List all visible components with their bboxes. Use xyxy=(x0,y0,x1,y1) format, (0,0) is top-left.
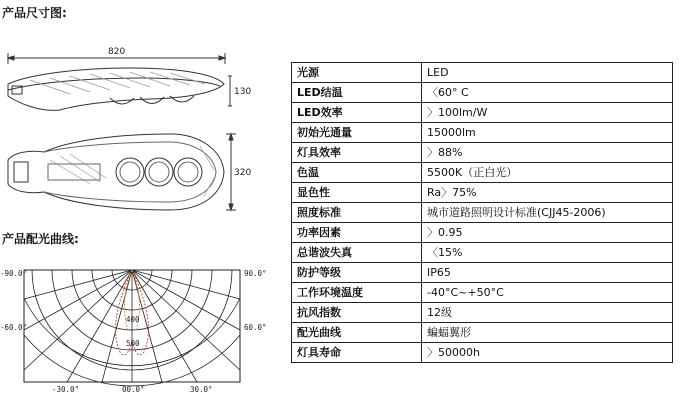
spec-value: Ra〉75% xyxy=(422,183,673,203)
dimensions-heading: 产品尺寸图: xyxy=(2,6,67,20)
table-row xyxy=(292,303,673,323)
table-row xyxy=(292,123,673,143)
angle-label: -60.0° xyxy=(0,323,28,332)
table-row xyxy=(292,323,673,343)
spec-value: IP65 xyxy=(422,263,673,283)
angle-label: -90.0° xyxy=(0,269,28,278)
angle-label: 90.0° xyxy=(244,269,267,278)
angle-label: 30.0° xyxy=(190,385,213,394)
table-row xyxy=(292,343,673,363)
length-dimension: 820 xyxy=(108,47,126,57)
spec-value: 5500K（正白光） xyxy=(422,163,673,183)
spec-value: 15000lm xyxy=(422,123,673,143)
table-row xyxy=(292,63,673,83)
side-view-drawing xyxy=(8,53,232,110)
spec-table xyxy=(291,62,673,363)
angle-label: 60.0° xyxy=(244,323,267,332)
spec-key: 色温 xyxy=(292,163,422,183)
spec-key: 显色性 xyxy=(292,183,422,203)
spec-key: 抗风指数 xyxy=(292,303,422,323)
table-row xyxy=(292,143,673,163)
table-row xyxy=(292,203,673,223)
spec-key: 总谐波失真 xyxy=(292,243,422,263)
spec-value: 〈15% xyxy=(422,243,673,263)
table-row xyxy=(292,163,673,183)
angle-label: -30.0° xyxy=(52,385,80,394)
spec-key: LED结温 xyxy=(292,83,422,103)
width-dimension: 320 xyxy=(234,168,252,178)
radius-label: 400 xyxy=(126,315,140,324)
spec-key: 功率因素 xyxy=(292,223,422,243)
table-row xyxy=(292,83,673,103)
spec-key: 配光曲线 xyxy=(292,323,422,343)
spec-value: 城市道路照明设计标准(CJJ45-2006) xyxy=(422,203,673,223)
table-row xyxy=(292,223,673,243)
spec-key: 灯具寿命 xyxy=(292,343,422,363)
table-row xyxy=(292,263,673,283)
angle-label: 00.0° xyxy=(122,385,145,394)
top-view-drawing xyxy=(8,134,236,210)
table-row xyxy=(292,243,673,263)
spec-key: 初始光通量 xyxy=(292,123,422,143)
table-row xyxy=(292,183,673,203)
spec-value: 蝙蝠翼形 xyxy=(422,323,673,343)
spec-value: 〉50000h xyxy=(422,343,673,363)
spec-value: 〉100lm/W xyxy=(422,103,673,123)
polar-diagram xyxy=(24,270,240,386)
spec-value: 〉88% xyxy=(422,143,673,163)
spec-key: 光源 xyxy=(292,63,422,83)
table-row xyxy=(292,283,673,303)
spec-key: 照度标准 xyxy=(292,203,422,223)
spec-value: 〈60° C xyxy=(422,83,673,103)
spec-value: 〉0.95 xyxy=(422,223,673,243)
drawings-area xyxy=(0,0,290,403)
spec-key: 工作环境温度 xyxy=(292,283,422,303)
height-dimension: 130 xyxy=(234,87,252,97)
spec-value: 12级 xyxy=(422,303,673,323)
spec-value: LED xyxy=(422,63,673,83)
spec-key: 灯具效率 xyxy=(292,143,422,163)
radius-label: 500 xyxy=(126,339,140,348)
spec-key: LED效率 xyxy=(292,103,422,123)
table-row xyxy=(292,103,673,123)
light-curve-heading: 产品配光曲线: xyxy=(2,232,79,246)
spec-key: 防护等级 xyxy=(292,263,422,283)
spec-value: -40°C~+50°C xyxy=(422,283,673,303)
